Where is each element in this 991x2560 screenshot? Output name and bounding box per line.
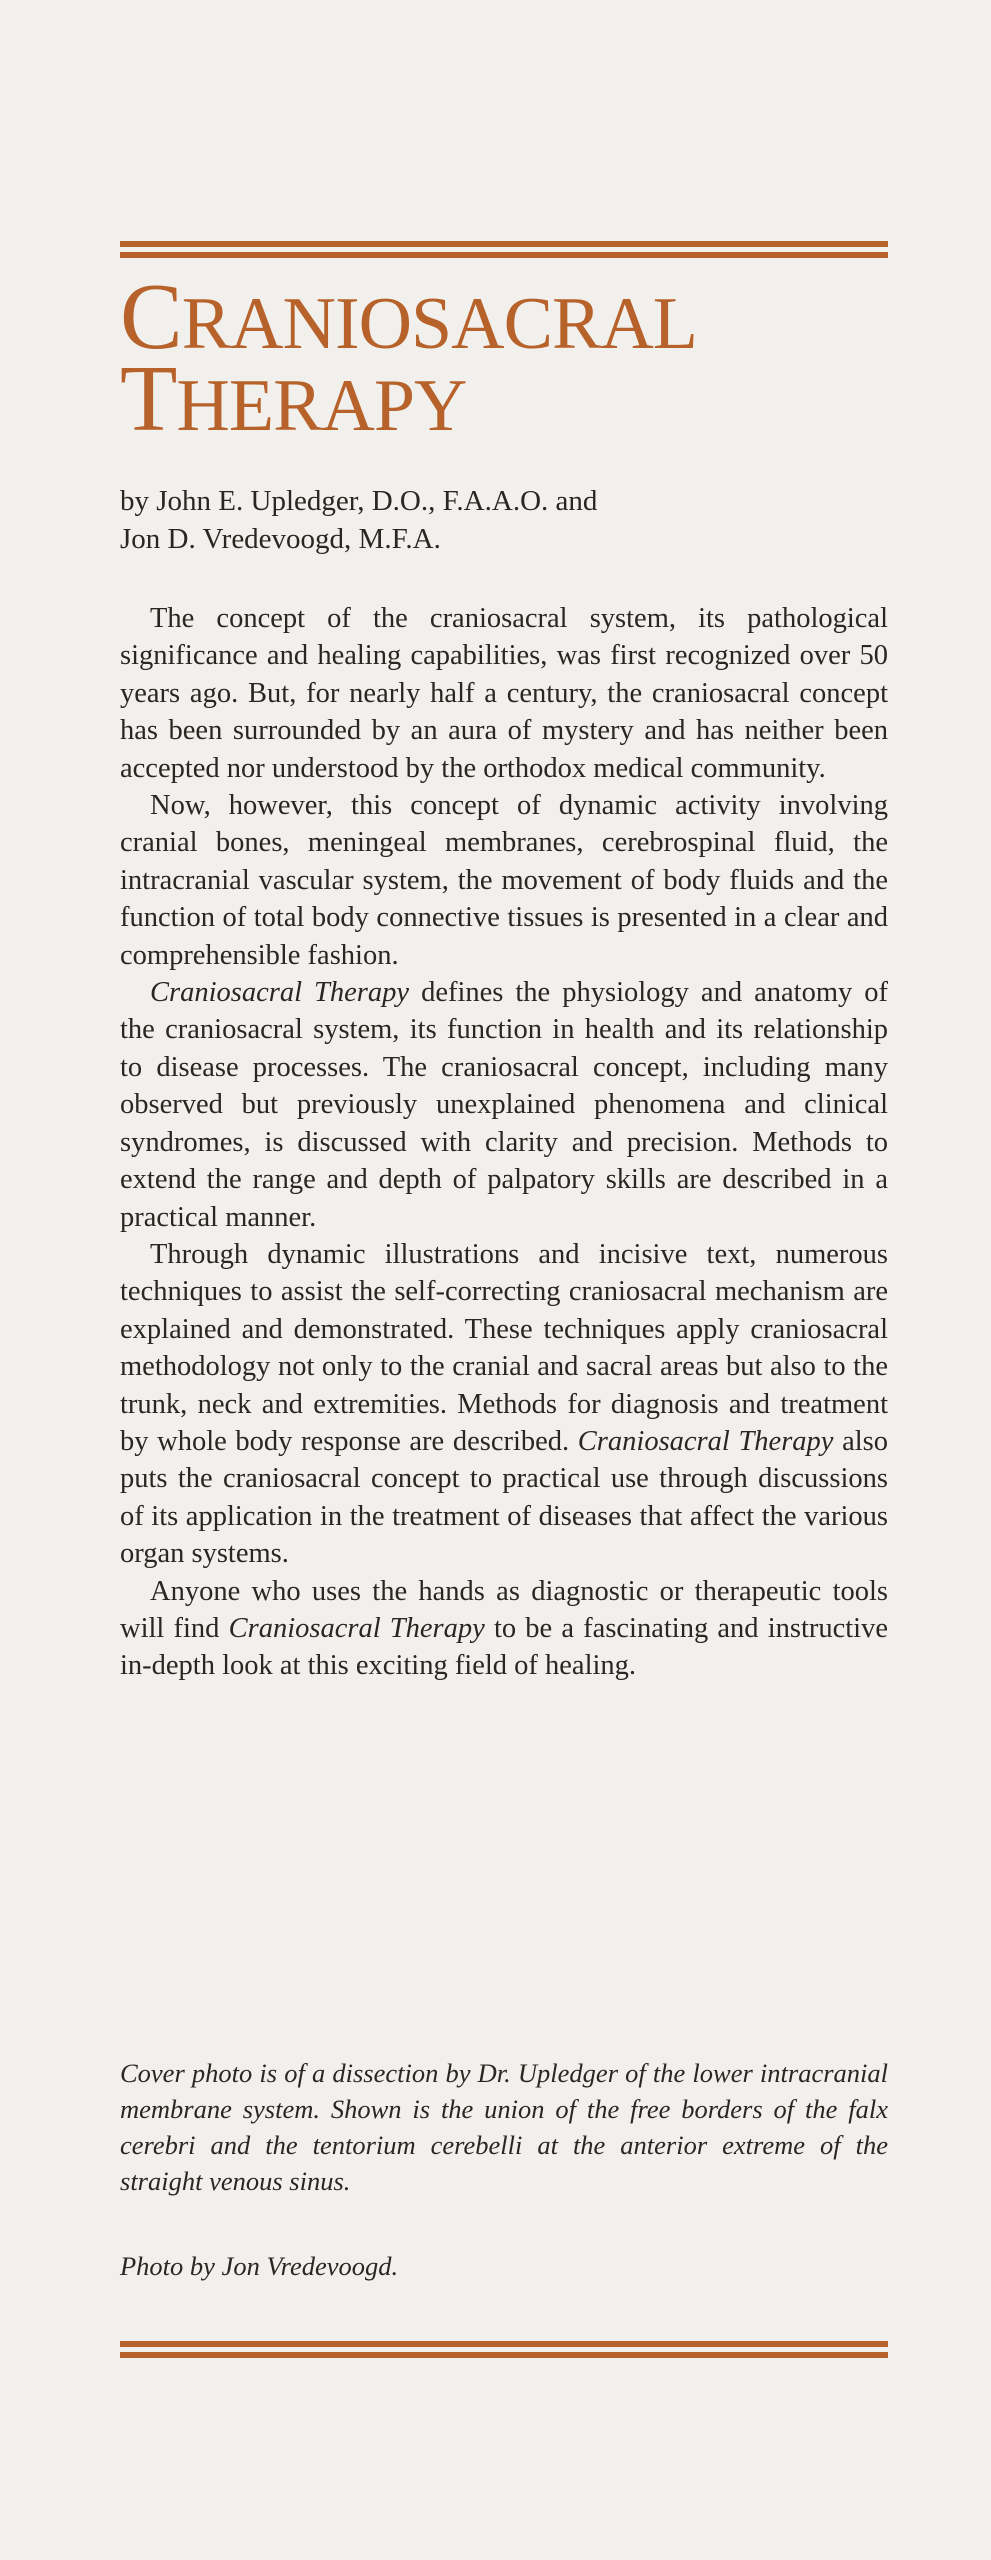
paragraph-5: [120, 1573, 888, 1685]
paragraph-4-text-b: also puts the craniosacral concept to practical use through discussions of its application in the treatment of diseases that affect the various organ systems.: [120, 1425, 888, 1570]
bottom-rule-line-2: [120, 2352, 888, 2358]
title-line-1: CRANIOSACRAL: [120, 265, 697, 369]
bottom-rule-line-1: [120, 2341, 888, 2347]
book-title-ref: Craniosacral Therapy: [228, 1612, 485, 1644]
top-rule-line-2: [120, 252, 888, 258]
photo-credit: Photo by Jon Vredevoogd.: [120, 2251, 399, 2281]
byline-line-1: by John E. Upledger, D.O., F.A.A.O. and: [120, 485, 598, 517]
title-line-2: THERAPY: [120, 347, 467, 451]
top-rule-line-1: [120, 241, 888, 247]
paragraph-1: The concept of the craniosacral system, its pathological significance and healing capabilities, was first recognized over 50 years ago. But, for nearly half a century, the craniosacral concept has been surrounded by an aura of mystery and has neither been accepted nor understood by the orthodox medical community.: [120, 603, 888, 784]
cover-photo-caption: Cover photo is of a dissection by Dr. Upledger of the lower intracranial membrane system. Shown is the union of the free borders of the falx cerebri and the tentorium cerebelli at the anterior extreme of the straight venous sinus.: [120, 2058, 888, 2196]
description-body: [120, 600, 888, 1685]
paragraph-3-text: defines the physiology and anatomy of the craniosacral system, its function in health and its relationship to disease processes. The craniosacral concept, including many observed but previously unexplained phenomena and clinical syndromes, is discussed with clarity and precision. Methods to extend the range and depth of palpatory skills are described in a practical manner.: [120, 977, 889, 1233]
bottom-double-rule: [120, 2341, 888, 2358]
book-title-ref: Craniosacral Therapy: [577, 1425, 834, 1457]
paragraph-5-text-a: Anyone who uses the hands as diagnostic or therapeutic tools will find: [120, 1575, 888, 1644]
book-title: [120, 265, 900, 451]
top-double-rule: [120, 241, 888, 258]
byline-line-2: Jon D. Vredevoogd, M.F.A.: [120, 523, 441, 555]
author-byline: [120, 482, 900, 558]
paragraph-5-text-b: to be a fascinating and instructive in-depth look at this exciting field of healing.: [120, 1612, 888, 1682]
paragraph-2: Now, however, this concept of dynamic activity involving cranial bones, meningeal membranes, cerebrospinal fluid, the intracranial vascular system, the movement of body fluids and the function of total body connective tissues is presented in a clear and comprehensible fashion.: [120, 790, 888, 971]
paragraph-4-text-a: Through dynamic illustrations and incisive text, numerous techniques to assist the self-correcting craniosacral mechanism are explained and demonstrated. These techniques apply craniosacral methodology not only to the cranial and sacral areas but also to the trunk, neck and extremities. Methods for diagnosis and treatment by whole body response are described.: [120, 1238, 888, 1457]
book-title-ref: Craniosacral Therapy: [150, 977, 410, 1009]
paragraph-3: [120, 974, 888, 1236]
paragraph-4: [120, 1236, 888, 1573]
